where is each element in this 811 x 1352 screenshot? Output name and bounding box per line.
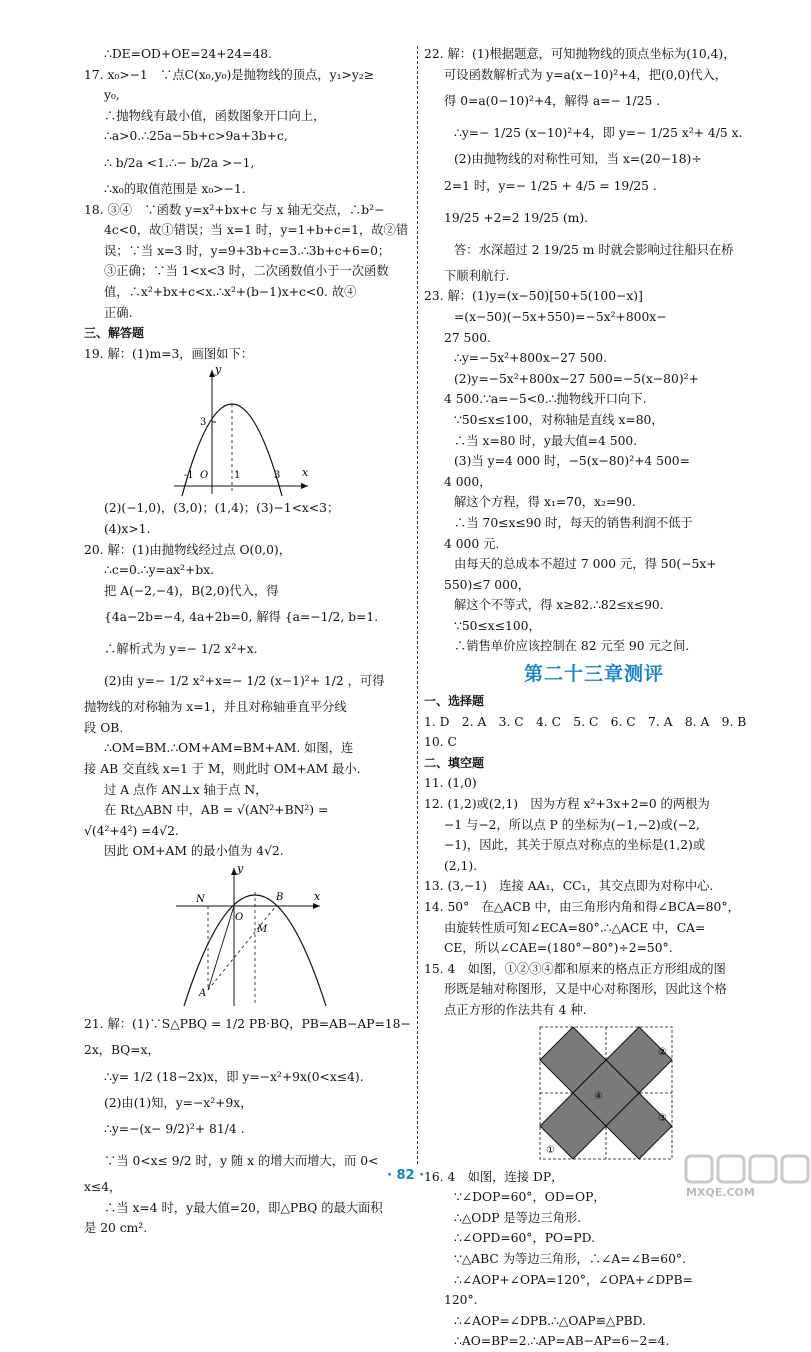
text-line: 答：水深超过 2 19/25 m 时就会影响过往船只在桥 [454, 242, 734, 257]
watermark-text: MXQE.COM [686, 1186, 755, 1199]
text-line: ∴DE=OD+OE=24+24=48. [104, 47, 273, 61]
text-line: ∴a>0.∴25a−5b+c>9a+3b+c, [104, 129, 288, 144]
text-line: 形既是轴对称图形，又是中心对称图形，因此这个格 [444, 982, 727, 997]
text-line: (2)y=−5x²+800x−27 500=−5(x−80)²+ [454, 371, 699, 386]
text-line: ∵当 0<x≤ 9/2 时，y 随 x 的增大而增大，而 0< [104, 1154, 379, 1169]
text-line: 抛物线的对称轴为 x=1，并且对称轴垂直平分线 [84, 700, 347, 715]
fig19-y-label: y [215, 364, 222, 377]
text-line: 12. (1,2)或(2,1) 因为方程 x²+3x+2=0 的两根为 [424, 797, 710, 812]
text-line: 21. 解：(1)∵S△PBQ = 1/2 PB·BQ，PB=AB−AP=18− [84, 1017, 411, 1032]
text-line: 一、选择题 [424, 694, 485, 709]
text-line: 4c<0，故①错误；当 x=1 时，y=1+b+c=1，故②错 [104, 223, 409, 238]
fig20-m-label: M [257, 924, 268, 936]
text-line: 正确. [104, 305, 133, 320]
text-line: (2)由抛物线的对称性可知，当 x=(20−18)÷ [454, 152, 702, 167]
text-line: 15. 4 如图，①②③④都和原来的格点正方形组成的图 [424, 961, 726, 976]
text-line: (4)x>1. [104, 521, 151, 536]
fig20-x-label: x [314, 890, 321, 904]
text-line: 由每天的总成本不超过 7 000 元，得 50(−5x+ [454, 557, 717, 572]
text-line: 120°. [444, 1293, 478, 1308]
text-line: ∴y=− 1/25 (x−10)²+4，即 y=− 1/25 x²+ 4/5 x. [454, 126, 743, 141]
text-line: ∴AO=BP=2.∴AP=AB−AP=6−2=4. [454, 1334, 670, 1349]
text-line: ∴∠AOP=∠DPB.∴△OAP≌△PBD. [454, 1313, 646, 1328]
left-text-block-b [84, 498, 410, 862]
text-line: ∵50≤x≤100，对称轴是直线 x=80， [454, 412, 664, 427]
text-line: (2)由 y=− 1/2 x²+x=− 1/2 (x−1)²+ 1/2 ，可得 [104, 674, 385, 689]
fig20-b-label: B [276, 892, 284, 904]
text-line: 4 500.∵a=−5<0.∴抛物线开口向下. [444, 392, 647, 407]
text-line: 是 20 cm². [84, 1221, 148, 1236]
column-divider [417, 46, 418, 1164]
fig15-label-2: ② [658, 1046, 667, 1058]
text-line: ∴OM=BM.∴OM+AM=BM+AM. 如图，连 [104, 741, 354, 756]
text-line: ∴c=0.∴y=ax²+bx. [104, 563, 215, 578]
text-line: ∵△ABC 为等边三角形，∴∠A=∠B=60°. [454, 1251, 686, 1266]
text-line: 19. 解：(1)m=3，画图如下： [84, 346, 254, 361]
left-column [84, 44, 410, 1239]
text-line: 23. 解：(1)y=(x−50)[50+5(100−x)] [424, 289, 643, 304]
text-line: y₀, [104, 88, 120, 103]
text-line: 接 AB 交直线 x=1 于 M，则此时 OM+AM 最小. [84, 762, 361, 777]
text-line: (3)当 y=4 000 时，−5(x−80)²+4 500= [454, 454, 690, 469]
text-line: 22. 解：(1)根据题意，可知抛物线的顶点坐标为(10,4)， [424, 47, 736, 61]
left-text-block-a [84, 44, 410, 364]
fig19-tick-1: 1 [234, 470, 241, 482]
text-line: 13. (3,−1) 连接 AA₁，CC₁，其交点即为对称中心. [424, 879, 714, 894]
text-line: −1)，因此，其关于原点对称点的坐标是(1,2)或 [444, 838, 706, 853]
text-line: ∴∠OPD=60°，PO=PD. [454, 1231, 595, 1246]
text-line: ∴x₀的取值范围是 x₀>−1. [104, 181, 246, 196]
text-line: ∵∠DOP=60°，OD=OP， [454, 1190, 606, 1205]
right-text-block-a [424, 44, 764, 657]
fig15-label-4: ④ [594, 1090, 603, 1102]
text-line: 27 500. [444, 330, 491, 345]
text-line: ∴y= 1/2 (18−2x)x，即 y=−x²+9x(0<x≤4). [104, 1069, 364, 1084]
text-line: 17. x₀>−1 ∵点C(x₀,y₀)是抛物线的顶点，y₁>y₂≥ [84, 67, 375, 82]
text-line: −1 与−2，所以点 P 的坐标为(−1,−2)或(−2, [444, 817, 700, 832]
text-line: 段 OB. [84, 720, 124, 735]
text-line: 550)≤7 000， [444, 577, 531, 592]
text-line: 因此 OM+AM 的最小值为 4√2. [104, 844, 284, 859]
text-line: 过 A 点作 AN⊥x 轴于点 N， [104, 782, 268, 797]
text-line: 点正方形的作法共有 4 种. [444, 1002, 587, 1017]
text-line: 11. (1,0) [424, 776, 477, 791]
text-line: 1. D 2. A 3. C 4. C 5. C 6. C 7. A 8. A 9. B [424, 714, 747, 729]
text-line: (2)由(1)知，y=−x²+9x， [104, 1095, 253, 1110]
fig20-a-label: A [199, 988, 207, 1000]
fig15-label-1: ① [546, 1144, 555, 1156]
text-line: 下顺利航行. [444, 268, 510, 283]
chapter-title: 第二十三章测评 [523, 663, 664, 686]
text-line: 解这个不等式，得 x≥82.∴82≤x≤90. [454, 598, 664, 613]
text-line: 2=1 时，y=− 1/25 + 4/5 = 19/25 . [444, 178, 657, 193]
text-line: =(x−50)(−5x+550)=−5x²+800x− [454, 309, 667, 324]
text-line: 值，∴x²+bx+c<x.∴x²+(b−1)x+c<0. 故④ [104, 284, 357, 299]
text-line: ∴解析式为 y=− 1/2 x²+x. [104, 642, 258, 657]
text-line: ∴△ODP 是等边三角形. [454, 1210, 582, 1225]
text-line: ∵50≤x≤100， [454, 618, 541, 633]
fig20-y-label: y [237, 862, 244, 876]
text-line: ∴抛物线有最小值，函数图象开口向上， [104, 108, 326, 123]
figure-15-grid-squares [424, 1021, 764, 1167]
text-line: {4a−2b=−4, 4a+2b=0, 解得 {a=−1/2, b=1. [104, 610, 379, 625]
text-line: 解这个方程，得 x₁=70，x₂=90. [454, 495, 636, 510]
text-line: ∴当 x=80 时，y最大值=4 500. [454, 433, 638, 448]
text-line: 把 A(−2,−4)，B(2,0)代入，得 [104, 583, 279, 598]
text-line: 10. C [424, 735, 457, 750]
text-line: CE，所以∠CAE=(180°−80°)÷2=50°. [444, 941, 673, 956]
text-line: ∴销售单价应该控制在 82 元至 90 元之间. [454, 639, 690, 654]
text-line: 在 Rt△ABN 中，AB = √(AN²+BN²) = [104, 803, 329, 818]
fig19-origin: O [200, 470, 209, 482]
text-line: 三、解答题 [84, 326, 145, 341]
text-line: x≤4， [84, 1180, 122, 1195]
right-text-block-b [424, 691, 764, 1021]
figure-19-parabola [84, 364, 410, 498]
fig19-tick-3y: 3 [200, 417, 207, 429]
text-line: ∴当 70≤x≤90 时，每天的销售利润不低于 [454, 515, 693, 530]
figure-20-parabola [84, 862, 410, 1008]
text-line: 18. ③④ ∵函数 y=x²+bx+c 与 x 轴无交点，∴b²− [84, 202, 385, 217]
text-line: ∴y=−(x− 9/2)²+ 81/4 . [104, 1122, 245, 1137]
text-line: 2x，BQ=x， [84, 1043, 160, 1058]
text-line: ③正确；∵当 1<x<3 时，二次函数值小于一次函数 [104, 264, 389, 279]
text-line: 20. 解：(1)由抛物线经过点 O(0,0)， [84, 542, 291, 557]
text-line: 4 000， [444, 474, 492, 489]
text-line: (2,1). [444, 858, 478, 873]
fig15-label-3: ③ [658, 1112, 667, 1124]
text-line: ∴ b/2a <1.∴− b/2a >−1, [104, 155, 255, 170]
fig19-tick-3: 3 [274, 470, 281, 482]
text-line: √(4²+4²) =4√2. [84, 823, 179, 838]
page-number: · 82 · [386, 1168, 425, 1183]
text-line: 二、填空题 [424, 755, 485, 770]
fig20-origin: O [235, 912, 244, 924]
text-line: 19/25 +2=2 19/25 (m). [444, 210, 589, 225]
text-line: 14. 50° 在△ACB 中，由三角形内角和得∠BCA=80°， [424, 900, 740, 914]
text-line: ∴当 x=4 时，y最大值=20，即△PBQ 的最大面积 [104, 1200, 383, 1215]
text-line: 误；∵当 x=3 时，y=9+3b+c=3.∴3b+c+6=0； [104, 243, 391, 258]
text-line: 得 0=a(0−10)²+4，解得 a=− 1/25 . [444, 94, 661, 109]
text-line: (2)(−1,0)，(3,0)；(1,4)；(3)−1<x<3； [104, 501, 340, 516]
text-line: 16. 4 如图，连接 DP， [424, 1169, 564, 1184]
fig19-tick-m1: -1 [184, 470, 194, 482]
text-line: 由旋转性质可知∠ECA=80°.∴△ACE 中，CA= [444, 920, 706, 935]
fig20-n-label: N [196, 894, 205, 906]
fig19-x-label: x [302, 466, 309, 480]
text-line: ∴y=−5x²+800x−27 500. [454, 351, 608, 366]
text-line: 可设函数解析式为 y=a(x−10)²+4，把(0,0)代入， [444, 67, 728, 82]
left-text-block-c [84, 1008, 410, 1239]
text-line: ∴∠AOP+∠OPA=120°，∠OPA+∠DPB= [454, 1272, 693, 1287]
text-line: 4 000 元. [444, 536, 500, 551]
